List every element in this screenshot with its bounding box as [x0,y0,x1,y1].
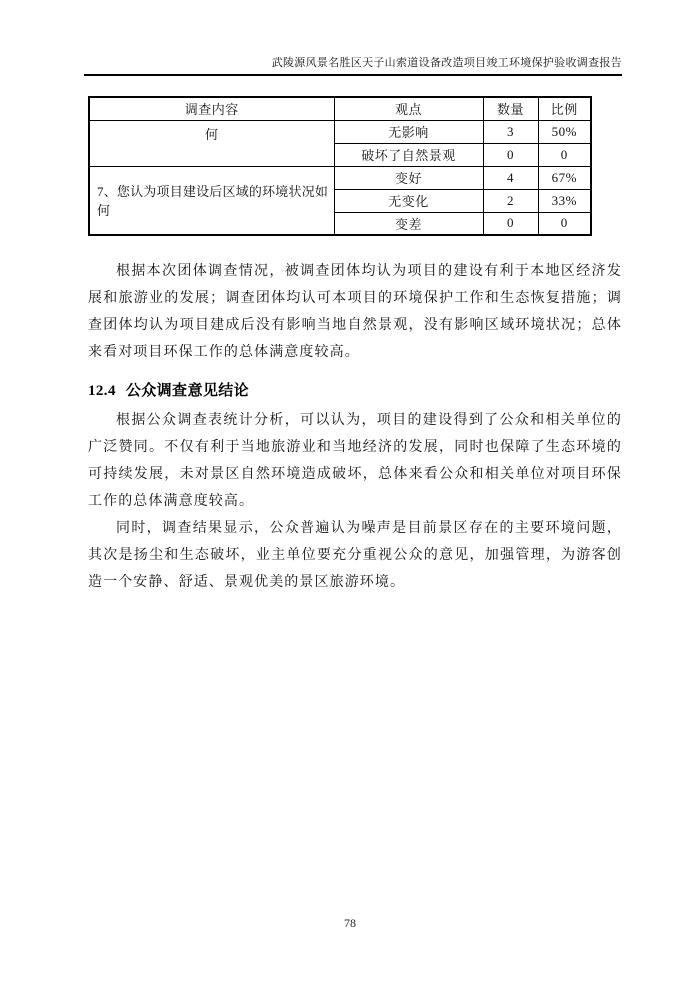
option-cell: 破坏了自然景观 [334,143,483,166]
column-header-viewpoint: 观点 [334,97,483,120]
paragraph-group-survey-summary: 根据本次团体调查情况，被调查团体均认为项目的建设有利于本地区经济发展和旅游业的发展；调查团体均认可本项目的环境保护工作和生态恢复措施；调查团体均认为项目建成后没有影响当地自然景观，没有影响区域环境状况；总体来看对项目环保工作的总体满意度较高。 [88,264,622,360]
page-number: 78 [344,916,356,930]
count-cell: 3 [483,120,538,143]
page-footer [0,916,700,931]
table-row [89,120,591,143]
count-cell: 4 [483,166,538,189]
survey-table [88,96,592,236]
section-number: 12.4 [88,383,116,399]
table-row [89,166,591,189]
column-header-count: 数量 [483,97,538,120]
section-title: 公众调查意见结论 [125,382,250,399]
paragraph-environment-issues: 同时，调查结果显示，公众普遍认为噪声是目前景区存在的主要环境问题，其次是扬尘和生态破坏，业主单位要充分重视公众的意见，加强管理，为游客创造一个安静、舒适、景观优美的景区旅游环境。 [88,521,622,590]
ratio-cell: 33% [538,189,591,212]
column-header-survey-content: 调查内容 [89,97,334,120]
page-header [84,56,622,76]
count-cell: 0 [483,143,538,166]
section-heading [88,379,622,400]
column-header-ratio: 比例 [538,97,591,120]
option-cell: 变差 [334,212,483,235]
ratio-cell: 0 [538,143,591,166]
ratio-cell: 67% [538,166,591,189]
option-cell: 无影响 [334,120,483,143]
question-cell: 7、您认为项目建设后区域的环境状况如何 [89,166,334,235]
header-title: 武陵源风景名胜区天子山索道设备改造项目竣工环境保护验收调查报告 [271,57,622,69]
table-header-row [89,97,591,120]
ratio-cell: 0 [538,212,591,235]
count-cell: 0 [483,212,538,235]
option-cell: 变好 [334,166,483,189]
question-cell: 何 [89,120,334,166]
page-body [88,96,622,596]
ratio-cell: 50% [538,120,591,143]
option-cell: 无变化 [334,189,483,212]
count-cell: 2 [483,189,538,212]
paragraph-public-conclusion: 根据公众调查表统计分析，可以认为，项目的建设得到了公众和相关单位的广泛赞同。不仅有利于当地旅游业和当地经济的发展，同时也保障了生态环境的可持续发展，未对景区自然环境造成破坏，总体来看公众和相关单位对项目环保工作的总体满意度较高。 [88,413,622,509]
